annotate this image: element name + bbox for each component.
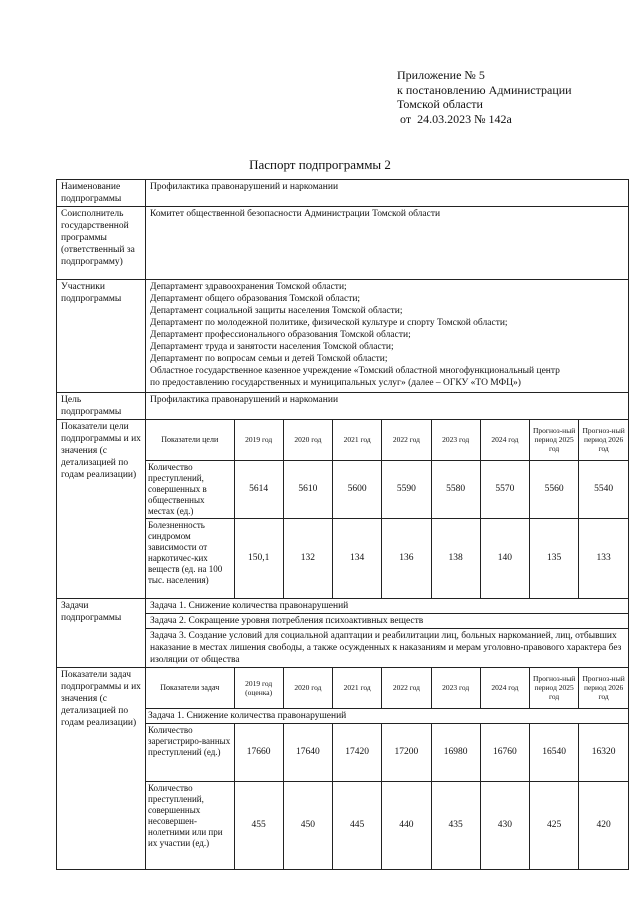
name-label: Наименование подпрограммы [57,180,146,207]
value-cell: 17420 [333,723,382,781]
value-cell: 5614 [234,460,283,518]
value-cell: 135 [530,518,579,598]
value-cell: 5560 [530,460,579,518]
executor-label: Соисполнитель государственной программы (ответственный за подпрограмму) [57,207,146,280]
tasks-label: Задачи подпрограммы [57,599,146,668]
value-cell: 16320 [579,723,628,781]
column-header: Показатели цели [146,420,234,460]
column-header: 2023 год [431,420,480,460]
value-cell: 133 [579,518,628,598]
row-task-indicators [57,668,629,870]
page-title: Паспорт подпрограммы 2 [249,157,391,172]
task-item: Задача 1. Снижение количества правонарушений [146,599,628,614]
column-header: 2024 год [480,668,529,708]
tasks-cell [146,599,629,668]
table-row [146,460,628,518]
task-title: Задача 1. Снижение количества правонарушений [146,708,628,723]
participants-list [146,280,629,393]
participant-item: Департамент труда и занятости населения Томской области; [150,342,394,352]
row-name-cell: Болезненность синдромом зависимости от наркотичес-ких веществ (ед. на 100 тыс. населения) [146,518,234,598]
appendix-line: от 24.03.2023 № 142а [397,111,512,126]
value-cell: 5570 [480,460,529,518]
goal-indicators-table [146,420,628,598]
column-header: Прогноз-ный период 2025 год [530,668,579,708]
participant-item: Департамент здравоохранения Томской области; [150,282,347,292]
row-name-cell: Количество преступлений, совершенных в общественных местах (ед.) [146,460,234,518]
table-row [146,723,628,781]
goal-indicators-label: Показатели цели подпрограммы и их значения (с детализацией по годам реализации) [57,420,146,599]
value-cell: 435 [431,781,480,869]
participant-item: Областное государственное казенное учреждение «Томский областной многофункциональный центр [150,366,560,376]
task-indicators-cell [146,668,629,870]
column-header: 2021 год [333,668,382,708]
goal-value: Профилактика правонарушений и наркомании [146,393,629,420]
column-header: 2019 год (оценка) [234,668,283,708]
value-cell: 132 [283,518,332,598]
value-cell: 17200 [382,723,431,781]
value-cell: 16980 [431,723,480,781]
column-header: Прогноз-ный период 2026 год [579,420,628,460]
value-cell: 5540 [579,460,628,518]
row-name-cell: Количество преступлений, совершенных несовершен-нолетними или при их участии (ед.) [146,781,234,869]
value-cell: 136 [382,518,431,598]
value-cell: 420 [579,781,628,869]
column-header: 2021 год [333,420,382,460]
participant-item: Департамент по вопросам семьи и детей Томской области; [150,354,388,364]
value-cell: 150,1 [234,518,283,598]
row-executor [57,207,629,280]
value-cell: 16760 [480,723,529,781]
column-header: 2022 год [382,420,431,460]
column-header: Показатели задач [146,668,234,708]
value-cell: 5590 [382,460,431,518]
column-header: 2019 год [234,420,283,460]
value-cell: 138 [431,518,480,598]
column-header: 2022 год [382,668,431,708]
goal-label: Цель подпрограммы [57,393,146,420]
table-row [146,518,628,598]
row-name [57,180,629,207]
column-header: Прогноз-ный период 2025 год [530,420,579,460]
column-header: Прогноз-ный период 2026 год [579,668,628,708]
table-header-row [146,668,628,708]
row-goal [57,393,629,420]
value-cell: 5600 [333,460,382,518]
passport-table [56,179,629,870]
value-cell: 17660 [234,723,283,781]
table-header-row [146,420,628,460]
value-cell: 440 [382,781,431,869]
row-goal-indicators [57,420,629,599]
task-indicators-table [146,668,628,869]
value-cell: 425 [530,781,579,869]
value-cell: 445 [333,781,382,869]
column-header: 2020 год [283,668,332,708]
value-cell: 455 [234,781,283,869]
table-row [146,781,628,869]
value-cell: 430 [480,781,529,869]
value-cell: 134 [333,518,382,598]
value-cell: 17640 [283,723,332,781]
task-item: Задача 3. Создание условий для социальной адаптации и реабилитации лиц, больных наркоманией, лиц, отбывших наказание в местах лишения свободы, а также осужденных к наказаниям и мерам уголовно-правового характера без изоляции от общества [150,631,622,665]
goal-indicators-cell [146,420,629,599]
column-header: 2024 год [480,420,529,460]
participant-item: Департамент общего образования Томской области; [150,294,361,304]
value-cell: 140 [480,518,529,598]
participant-item: по предоставлению государственных и муниципальных услуг» (далее – ОГКУ «ТО МФЦ») [150,378,521,388]
executor-value: Комитет общественной безопасности Администрации Томской области [146,207,629,280]
column-header: 2020 год [283,420,332,460]
participant-item: Департамент профессионального образования Томской области; [150,330,411,340]
value-cell: 5580 [431,460,480,518]
participants-label: Участники подпрограммы [57,280,146,393]
row-tasks [57,599,629,668]
task-indicators-label: Показатели задач подпрограммы и их значения (с детализацией по годам реализации) [57,668,146,870]
appendix-line: Приложение № 5 [397,68,485,82]
row-name-cell: Количество зарегистриро-ванных преступлений (ед.) [146,723,234,781]
value-cell: 16540 [530,723,579,781]
appendix-line: к постановлению Администрации [397,82,572,97]
row-participants [57,280,629,393]
column-header: 2023 год [431,668,480,708]
participant-item: Департамент социальной защиты населения Томской области; [150,306,403,316]
name-value: Профилактика правонарушений и наркомании [146,180,629,207]
appendix-line: Томской области [397,97,483,111]
value-cell: 450 [283,781,332,869]
value-cell: 5610 [283,460,332,518]
participant-item: Департамент по молодежной политике, физической культуре и спорту Томской области; [150,318,508,328]
appendix-header [397,68,572,126]
task-item: Задача 2. Сокращение уровня потребления психоактивных веществ [146,614,628,629]
task-title-row [146,708,628,723]
